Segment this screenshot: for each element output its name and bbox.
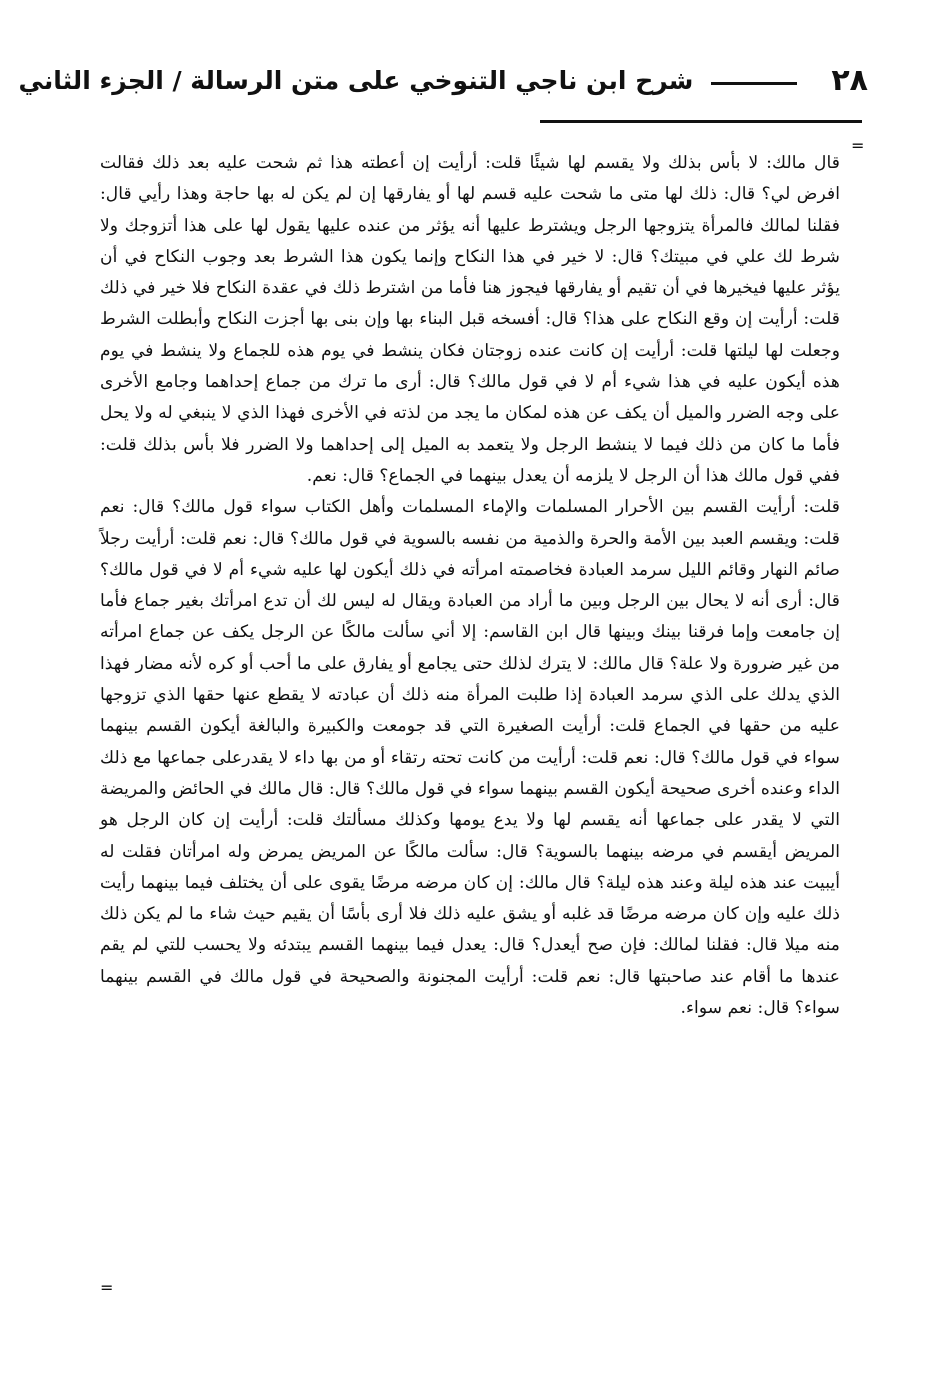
page-header bbox=[18, 55, 872, 105]
paragraph-1: قال مالك: لا بأس بذلك ولا يقسم لها شيئًا قلت: أرأيت إن أعطته هذا ثم شحت عليه بعد ذلك فقالت افرض لي؟ قال: ذلك لها متى ما شحت عليه قسم لها أو يفارقها إن لم يكن له بها حاجة وهذا رأيي قال: فقلنا لمالك فالمرأة يتزوجها الرجل ويشترط عليها أنه يؤثر من عنده عليها يقول لها على هذا أتزوجك ولا شرط لك علي في مبيتك؟ قال: لا خير في هذا النكاح وإنما يكون هذا الشرط بعد وجوب النكاح في أن يؤثر عليها فيخيرها في أن تقيم أو يفارقها فيجوز هنا فأما من اشترط ذلك في عقدة النكاح فلا خير في ذلك قلت: أرأيت إن وقع النكاح على هذا؟ قال: أفسخه قبل البناء بها وإن بنى بها أجزت النكاح وأبطلت الشرط وجعلت لها ليلتها قلت: أرأيت إن كانت عنده زوجتان فكان ينشط في يوم هذه للجماع ولا ينشط في يوم هذه أيكون عليه في هذا شيء أم لا في قول مالك؟ قال: أرى ما ترك من جماع إحداهما وجامع الأخرى على وجه الضرر والميل أن يكف عن هذه لمكان ما يجد من لذته في الأخرى فهذا الذي لا ينبغي له ولا يحل فأما ما كان من ذلك فيما لا ينشط الرجل ولا يتعمد به الميل إلى إحداهما ولا الضرر فلا بأس بذلك قلت: ففي قول مالك هذا أن الرجل لا يلزمه أن يعدل بينهما في الجماع؟ قال: نعم. bbox=[100, 153, 840, 486]
page-number: ٢٨ bbox=[831, 62, 868, 98]
main-text bbox=[100, 148, 840, 1024]
running-title: شرح ابن ناجي التنوخي على متن الرسالة / الجزء الثاني bbox=[18, 65, 694, 95]
top-margin-mark: = bbox=[851, 136, 865, 155]
header-rule bbox=[540, 120, 862, 123]
bottom-margin-mark: = bbox=[100, 1278, 114, 1297]
paragraph-2: قلت: أرأيت القسم بين الأحرار المسلمات والإماء المسلمات وأهل الكتاب سواء قول مالك؟ قال: نعم قلت: ويقسم العبد بين الأمة والحرة والذمية من نفسه بالسوية في قول مالك؟ قال: نعم قلت: أرأيت رجلاً صائم النهار وقائم الليل سرمد العبادة فخاصمته امرأته في ذلك أيكون لها عليه شيء أم لا في قول مالك؟ قال: أرى أنه لا يحال بين الرجل وبين ما أراد من العبادة ويقال له ليس لك أن تدع امرأتك بغير جماع فأما إن جامعت وإما فرقنا بينك وبينها قال ابن القاسم: إلا أني سألت مالكًا عن الرجل يكف عن جماع امرأته من غير ضرورة ولا علة؟ قال مالك: لا يترك لذلك حتى يجامع أو يفارق على ما أحب أو كره لأنه مضار فهذا الذي يدلك على الذي سرمد العبادة إذا طلبت المرأة منه ذلك أن عبادته لا يقطع عنها حقها الذي تزوجها عليه من حقها في الجماع قلت: أرأيت الصغيرة التي قد جومعت والكبيرة والبالغة أيكون القسم بينهما سواء في قول مالك؟ قال: نعم قلت: أرأيت من كانت تحته رتقاء أو من بها داء لا يقدرعلى جماعها مع ذلك الداء وعنده أخرى صحيحة أيكون القسم بينهما سواء في قول مالك؟ قال: قال مالك في الحائض والمريضة التي لا يقدر على جماعها أنه يقسم لها ولا يدع يومها وكذلك مسألتك قلت: أرأيت إن كان الرجل هو المريض أيقسم في مرضه بينهما بالسوية؟ قال: سألت مالكًا عن المريض يمرض وله امرأتان فقلت له أيبيت عند هذه ليلة وعند هذه ليلة؟ قال مالك: إن كان مرضه مرضًا يقوى على أن يختلف فيما بينهما رأيت ذلك عليه وإن كان مرضه مرضًا قد غلبه أو يشق عليه ذلك فلا أرى بأسًا أن يقيم حيث شاء ما لم يكن ذلك منه ميلا قال: فقلنا لمالك: فإن صح أيعدل؟ قال: يعدل فيما بينهما القسم يبتدئه ولا يحسب للتي لم يقم عندها ما أقام عند صاحبتها قال: نعم قلت: أرأيت المجنونة والصحيحة في قول مالك في القسم بينهما سواء؟ قال: نعم سواء. bbox=[100, 497, 840, 1019]
header-dash-divider bbox=[711, 82, 797, 85]
header-title-group bbox=[19, 63, 872, 98]
